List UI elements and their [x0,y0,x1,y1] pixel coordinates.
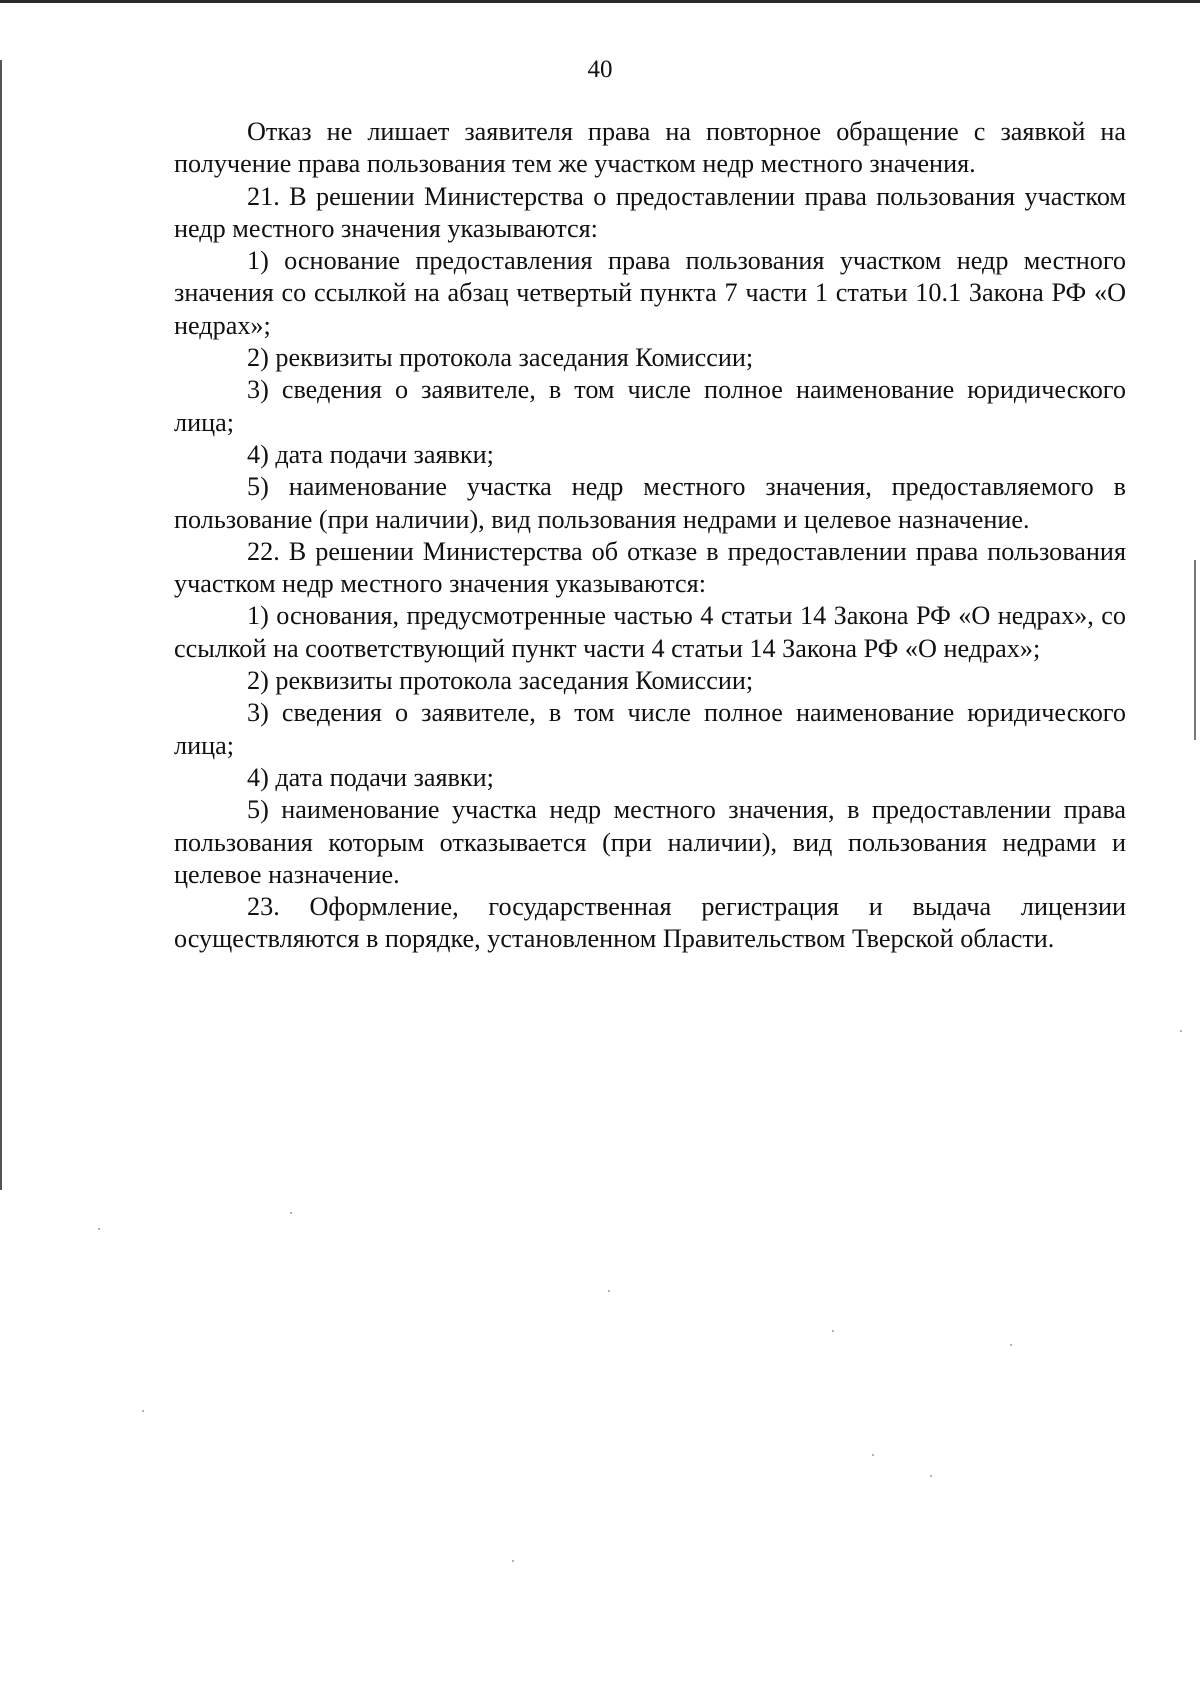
paragraph-refusal-note: Отказ не лишает заявителя права на повторное обращение с заявкой на получение права пользования тем же участком недр местного значения. [174,117,1126,179]
paragraph-22-item-4: 4) дата подачи заявки; [247,762,494,792]
scan-speck [608,1290,610,1292]
scan-left-edge [0,60,2,1190]
paragraph-21-item-3: 3) сведения о заявителе, в том числе полное наименование юридического лица; [174,375,1126,437]
scan-speck [872,1454,874,1456]
paragraph-23: 23. Оформление, государственная регистрация и выдача лицензии осуществляются в порядке, установленном Правительством Тверской области. [174,892,1126,954]
scan-speck [290,1212,292,1214]
paragraph-22-item-2: 2) реквизиты протокола заседания Комиссии; [247,666,754,696]
document-body [174,116,1126,956]
page-number-text: 40 [587,56,613,83]
scan-speck [1180,1030,1182,1032]
scan-speck [930,1475,932,1477]
paragraph-22-heading: 22. В решении Министерства об отказе в предоставлении права пользования участком недр местного значения указываются: [174,536,1126,599]
paragraph-21-heading: 21. В решении Министерства о предоставлении права пользования участком недр местного значения указываются: [174,181,1126,243]
scan-speck [832,1330,834,1332]
paragraph-22-item-3: 3) сведения о заявителе, в том числе полное наименование юридического лица; [174,698,1126,760]
scan-speck [142,1410,144,1412]
paragraph-21-item-2: 2) реквизиты протокола заседания Комиссии; [247,343,754,373]
paragraph-22-item-1: 1) основания, предусмотренные частью 4 статьи 14 Закона РФ «О недрах», со ссылкой на соответствующий пункт части 4 статьи 14 Закона РФ «О недрах»; [174,601,1126,663]
page-number [0,56,1200,84]
scan-top-edge [0,0,1200,3]
scan-speck [98,1228,100,1230]
scan-right-edge [1194,560,1196,740]
paragraph-21-item-1: 1) основание предоставления права пользования участком недр местного значения со ссылкой на абзац четвертый пункта 7 части 1 статьи 10.1 Закона РФ «О недрах»; [174,246,1126,340]
scan-speck [1010,1344,1012,1346]
scan-speck [512,1560,514,1562]
paragraph-21-item-4: 4) дата подачи заявки; [247,439,494,469]
paragraph-21-item-5: 5) наименование участка недр местного значения, предоставляемого в пользование (при наличии), вид пользования недрами и целевое назначение. [174,472,1126,534]
paragraph-22-item-5: 5) наименование участка недр местного значения, в предоставлении права пользования которым отказывается (при наличии), вид пользования недрами и целевое назначение. [174,795,1126,889]
